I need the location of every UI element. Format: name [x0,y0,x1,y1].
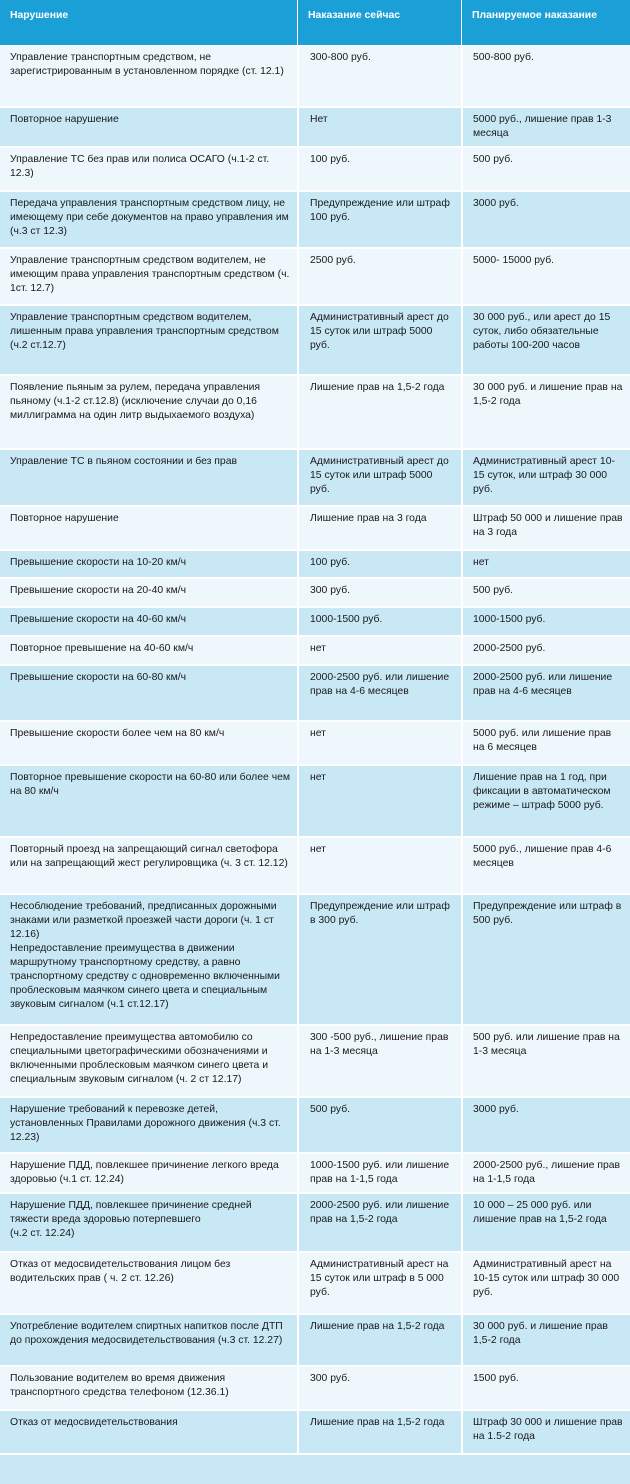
table-row [0,306,630,376]
table-row [0,666,630,722]
cell-violation: Управление транспортным средством водителем, лишенным права управления транспортным средством (ч.2 ст.12.7) [10,312,279,351]
table-row [0,1253,630,1315]
header-planned-penalty: Планируемое наказание [461,0,630,45]
cell-current-penalty: 500 руб. [297,1098,461,1152]
header-violation: Нарушение [10,10,69,21]
cell-violation: Превышение скорости на 20-40 км/ч [10,585,187,596]
cell-current-penalty: Предупреждение или штраф 100 руб. [297,192,461,247]
cell-violation: Превышение скорости на 40-60 км/ч [10,614,187,625]
cell-current-penalty: 100 руб. [297,551,461,577]
cell-planned-penalty: 2000-2500 руб. [461,637,630,664]
cell-violation: Передача управления транспортным средством лицу, не имеющему при себе документов на право управления им (ч.3 ст 12.3) [10,198,289,237]
cell-planned-penalty: 10 000 – 25 000 руб. или лишение прав на 1,5-2 года [461,1194,630,1251]
cell-violation: Превышение скорости на 10-20 км/ч [10,557,187,568]
cell-planned-penalty: 5000- 15000 руб. [461,249,630,304]
cell-current-penalty: 2000-2500 руб. или лишение прав на 4-6 месяцев [297,666,461,720]
table-row [0,1154,630,1194]
cell-violation: Отказ от медосвидетельствования [10,1417,178,1428]
cell-violation: Повторный проезд на запрещающий сигнал светофора или на запрещающий жест регулировщика (ч. 3 ст. 12.12) [10,844,288,869]
cell-planned-penalty: 500 руб. или лишение прав на 1-3 месяца [461,1026,630,1096]
cell-current-penalty: Нет [297,108,461,146]
cell-violation: Превышение скорости более чем на 80 км/ч [10,728,225,739]
table-row [0,46,630,108]
table-row [0,1315,630,1367]
table-row [0,249,630,306]
cell-current-penalty: нет [297,838,461,893]
cell-current-penalty: Предупреждение или штраф в 300 руб. [297,895,461,1024]
table-row [0,637,630,666]
cell-violation: Пользование водителем во время движения транспортного средства телефоном (12.36.1) [10,1373,229,1398]
cell-violation: Управление транспортным средством, не зарегистрированным в установленном порядке (ст. 12.1) [10,52,284,77]
cell-current-penalty: 2500 руб. [297,249,461,304]
cell-planned-penalty: нет [461,551,630,577]
cell-current-penalty: 300-800 руб. [297,46,461,106]
cell-current-penalty: 300 -500 руб., лишение прав на 1-3 месяца [297,1026,461,1096]
table-row [0,551,630,579]
cell-violation: Нарушение ПДД, повлекшее причинение средней тяжести вреда здоровью потерпевшего (ч.2 ст. 12.24) [10,1200,252,1239]
cell-planned-penalty: 3000 руб. [461,192,630,247]
cell-planned-penalty: 2000-2500 руб., лишение прав на 1-1,5 года [461,1154,630,1192]
table-row [0,192,630,249]
table-row [0,895,630,1026]
table-row [0,722,630,766]
table-row [0,766,630,838]
table-header [0,0,630,46]
cell-planned-penalty: 500 руб. [461,579,630,606]
table-row [0,108,630,148]
table-row [0,1194,630,1253]
cell-planned-penalty: 500-800 руб. [461,46,630,106]
cell-current-penalty: 300 руб. [297,579,461,606]
cell-planned-penalty: 500 руб. [461,148,630,190]
cell-planned-penalty: 1500 руб. [461,1367,630,1409]
table-row [0,450,630,507]
cell-violation: Повторное превышение на 40-60 км/ч [10,643,194,654]
table-row [0,148,630,192]
cell-planned-penalty: 30 000 руб. и лишение прав на 1,5-2 года [461,376,630,448]
cell-current-penalty: 300 руб. [297,1367,461,1409]
cell-planned-penalty: 30 000 руб. и лишение прав 1,5-2 года [461,1315,630,1365]
table-row [0,507,630,551]
table-row [0,608,630,637]
cell-current-penalty: нет [297,637,461,664]
header-current-penalty: Наказание сейчас [297,0,461,45]
cell-violation: Нарушение требований к перевозке детей, установленных Правилами дорожного движения (ч.3 ст. 12.23) [10,1104,281,1143]
cell-current-penalty: Административный арест на 15 суток или штраф в 5 000 руб. [297,1253,461,1313]
cell-current-penalty: Лишение прав на 1,5-2 года [297,1315,461,1365]
cell-violation: Повторное нарушение [10,114,119,125]
table-row [0,1098,630,1154]
cell-current-penalty: 1000-1500 руб. или лишение прав на 1-1,5 года [297,1154,461,1192]
table-body [0,46,630,1455]
cell-violation: Нарушение ПДД, повлекшее причинение легкого вреда здоровью (ч.1 ст. 12.24) [10,1160,279,1185]
cell-planned-penalty: 1000-1500 руб. [461,608,630,635]
cell-violation: Непредоставление преимущества автомобилю со специальными цветографическими обозначениями и включенными проблесковым маячком синего цвета и специальным звуковым сигналом (ч. 2 ст 12.17) [10,1032,269,1085]
cell-violation: Управление ТС без прав или полиса ОСАГО (ч.1-2 ст. 12.3) [10,154,270,179]
cell-planned-penalty: Лишение прав на 1 год, при фиксации в автоматическом режиме – штраф 5000 руб. [461,766,630,836]
cell-violation: Повторное превышение скорости на 60-80 или более чем на 80 км/ч [10,772,291,797]
cell-current-penalty: 2000-2500 руб. или лишение прав на 1,5-2 года [297,1194,461,1251]
cell-current-penalty: нет [297,722,461,764]
cell-planned-penalty: 5000 руб., лишение прав 4-6 месяцев [461,838,630,893]
cell-planned-penalty: 3000 руб. [461,1098,630,1152]
cell-violation: Несоблюдение требований, предписанных дорожными знаками или разметкой проезжей части дороги (ч. 1 ст 12.16) Непредоставление преимущества в движении маршрутному транспортному средству, а равно транспортному средству с одновременно включенными проблесковым маячком синего цвета и специальным звуковым сигналом (ч.1 ст.12.17) [10,901,280,1010]
cell-violation: Управление транспортным средством водителем, не имеющим права управления транспортным средством (ч. 1ст. 12.7) [10,255,290,294]
cell-current-penalty: Лишение прав на 1,5-2 года [297,376,461,448]
cell-current-penalty: Лишение прав на 1,5-2 года [297,1411,461,1453]
cell-current-penalty: Лишение прав на 3 года [297,507,461,549]
cell-planned-penalty: Штраф 50 000 и лишение прав на 3 года [461,507,630,549]
table-row [0,1411,630,1455]
cell-planned-penalty: Предупреждение или штраф в 500 руб. [461,895,630,1024]
cell-planned-penalty: 5000 руб., лишение прав 1-3 месяца [461,108,630,146]
table-row [0,838,630,895]
cell-current-penalty: Административный арест до 15 суток или штраф 5000 руб. [297,450,461,505]
cell-violation: Появление пьяным за рулем, передача управления пьяному (ч.1-2 ст.12.8) (исключение случаи до 0,16 миллиграмма на один литр выдыхаемого воздуха) [10,382,261,421]
cell-planned-penalty: 2000-2500 руб. или лишение прав на 4-6 месяцев [461,666,630,720]
cell-violation: Управление ТС в пьяном состоянии и без прав [10,456,238,467]
cell-current-penalty: 100 руб. [297,148,461,190]
cell-planned-penalty: Штраф 30 000 и лишение прав на 1.5-2 года [461,1411,630,1453]
cell-planned-penalty: Административный арест 10-15 суток, или штраф 30 000 руб. [461,450,630,505]
cell-violation: Употребление водителем спиртных напитков после ДТП до прохождения медосвидетельствования (ч.3 ст. 12.27) [10,1321,283,1346]
cell-planned-penalty: 5000 руб. или лишение прав на 6 месяцев [461,722,630,764]
table-row [0,376,630,450]
cell-current-penalty: нет [297,766,461,836]
cell-violation: Отказ от медосвидетельствования лицом без водительских прав ( ч. 2 ст. 12.26) [10,1259,231,1284]
cell-planned-penalty: 30 000 руб., или арест до 15 суток, либо обязательные работы 100-200 часов [461,306,630,374]
cell-current-penalty: 1000-1500 руб. [297,608,461,635]
cell-current-penalty: Административный арест до 15 суток или штраф 5000 руб. [297,306,461,374]
table-row [0,1367,630,1411]
table-row [0,579,630,608]
cell-violation: Повторное нарушение [10,513,119,524]
cell-planned-penalty: Административный арест на 10-15 суток или штраф 30 000 руб. [461,1253,630,1313]
cell-violation: Превышение скорости на 60-80 км/ч [10,672,187,683]
table-row [0,1026,630,1098]
